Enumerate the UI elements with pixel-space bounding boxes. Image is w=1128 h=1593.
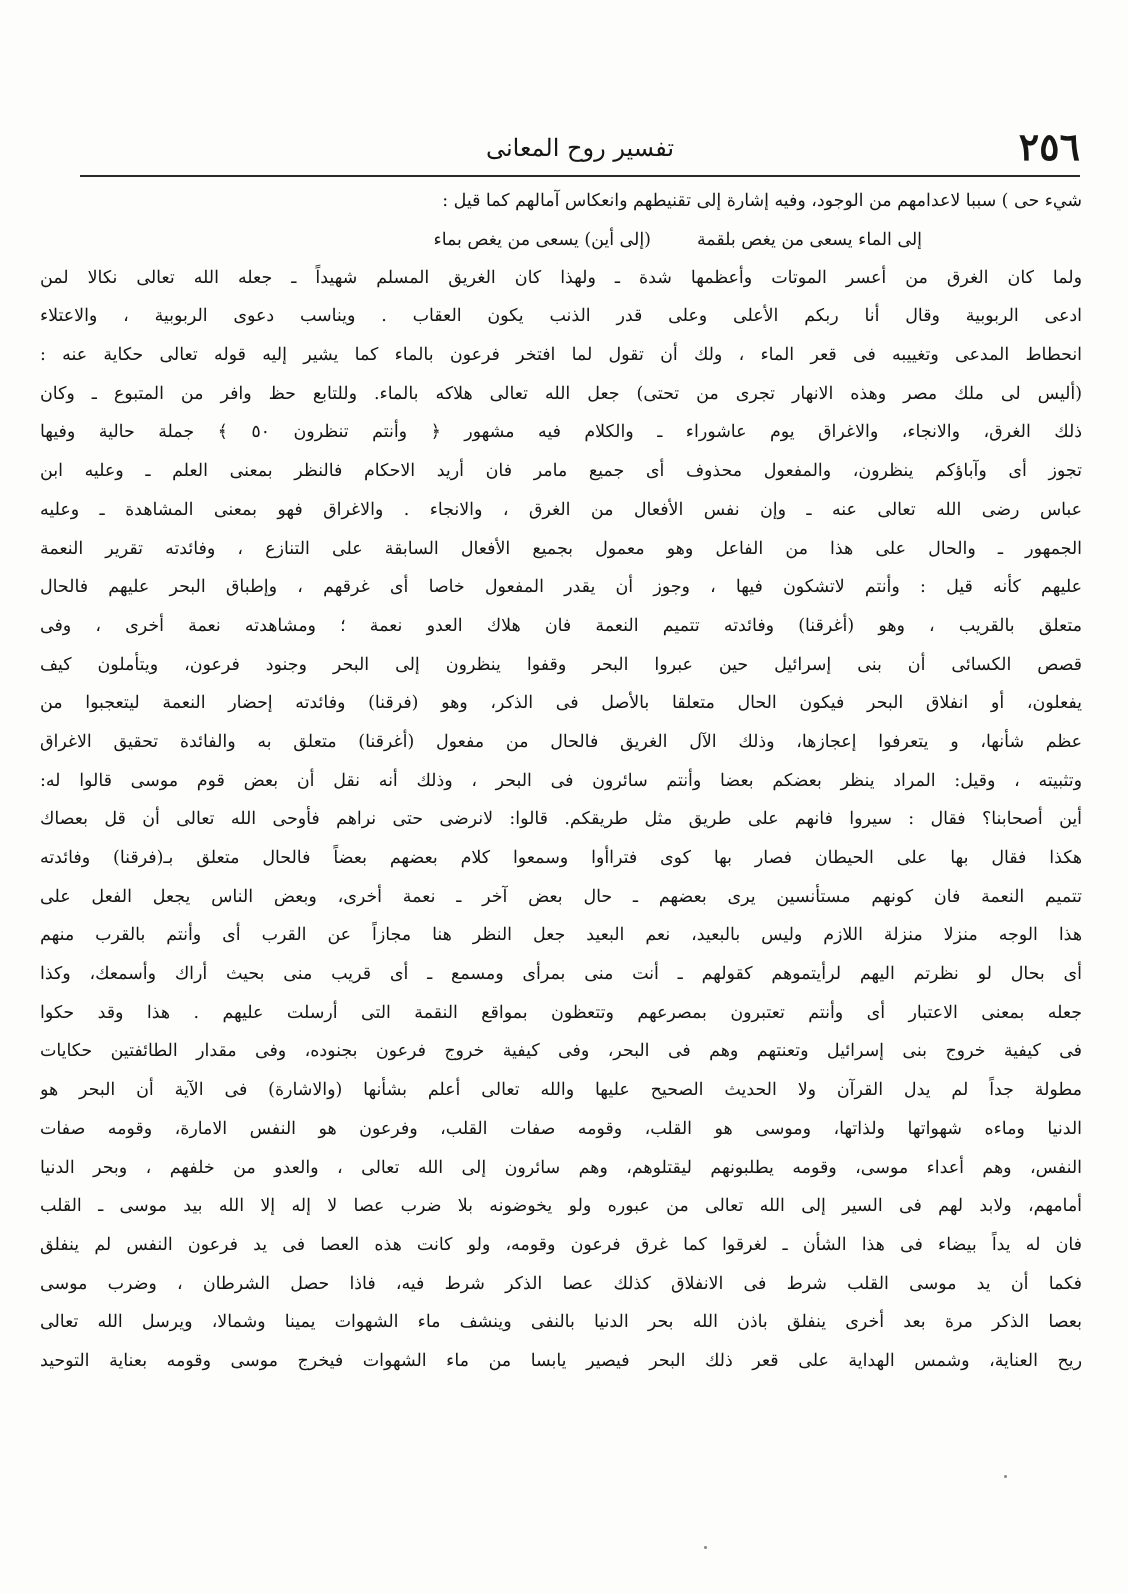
text-line: تجوز أى وآباؤكم ينظرون، والمفعول محذوف أى جميع مامر فان أريد الاحكام فالنظر بمعنى العلم ـ وعليه ابن bbox=[40, 461, 1082, 482]
poetry-verse bbox=[40, 221, 1082, 259]
page-header bbox=[80, 124, 1080, 170]
verse-hemistich-right: إلى الماء يسعى من يغص بلقمة bbox=[696, 229, 922, 250]
text-line: فان له يداً بيضاء فى هذا الشأن ـ لغرقوا كما غرق فرعون وقومه، ولو كانت هذه العصا فى يد فرعون النفس لم ينفلق bbox=[40, 1234, 1082, 1255]
text-line: ريح العناية، وشمس الهداية على قعر ذلك البحر فيصير يابسا من ماء الشهوات فيخرج موسى وقومه بعناية التوحيد bbox=[40, 1350, 1082, 1371]
text-line: فى كيفية خروج بنى إسرائيل وتعنتهم وهم فى البحر، وفى كيفية خروج فرعون بجنوده، وفى مقدار الطائفتين حكايات bbox=[40, 1041, 1082, 1062]
text-line: يفعلون، أو انفلاق البحر فيكون الحال متعلقا بالأصل فى الذكر، وهو (فرقنا) وفائدته إحضار النعمة ليتعجبوا من bbox=[40, 693, 1082, 714]
text-line: قصص الكسائى أن بنى إسرائيل حين عبروا البحر وقفوا ينظرون إلى البحر وجنود فرعون، ويتأملون كيف bbox=[40, 654, 1082, 675]
text-line: ادعى الربوبية وقال أنا ربكم الأعلى وعلى قدر الذنب يكون العقاب . ويناسب دعوى الربوبية ، والاعتلاء bbox=[40, 306, 1082, 327]
scan-speck bbox=[704, 1546, 707, 1549]
text-line: انحطاط المدعى وتغييبه فى قعر الماء ، ولك أن تقول لما افتخر فرعون بالماء كما يشير إليه قوله تعالى حكاية عنه : bbox=[40, 345, 1082, 366]
header-rule bbox=[80, 175, 1080, 177]
text-line: بعصا الذكر مرة بعد أخرى ينفلق باذن الله بحر الدنيا بالنفى وينشف ماء الشهوات يمينا وشمالا، ويرسل الله تعالى bbox=[40, 1312, 1082, 1333]
text-line: عليهم كأنه قيل : وأنتم لاتشكون فيها ، وجوز أن يقدر المفعول خاصا أى غرقهم ، وإطباق البحر عليهم فالحال bbox=[40, 577, 1082, 598]
text-line: وتثبيته ، وقيل: المراد ينظر بعضكم بعضا وأنتم سائرون فى البحر ، وذلك أنه نقل أن بعض قوم موسى قالوا له: bbox=[40, 770, 1082, 791]
text-line: فكما أن يد موسى القلب شرط فى الانفلاق كذلك عصا الذكر شرط فيه، فاذا حصل الشرطان ، وضرب موسى bbox=[40, 1273, 1082, 1294]
text-line: الجمهور ـ والحال على هذا من الفاعل وهو معمول بجميع الأفعال السابقة على التنازع ، وفائدته تقرير النعمة bbox=[40, 538, 1082, 559]
text-line: تتميم النعمة فان كونهم مستأنسين يرى بعضهم ـ حال بعض آخر ـ نعمة أخرى، وبعض الناس يجعل الفعل على bbox=[40, 886, 1082, 907]
text-line: (أليس لى ملك مصر وهذه الانهار تجرى من تحتى) جعل الله تعالى هلاكه بالماء. وللتابع حظ وافر من المتبوع ـ وكان bbox=[40, 383, 1082, 404]
text-line: جعله بمعنى الاعتبار أى وأنتم تعتبرون بمصرعهم وتتعظون بمواقع النقمة التى أرسلت عليهم . هذا وقد حكوا bbox=[40, 1002, 1082, 1023]
text-line: متعلق بالقريب ، وهو (أغرقنا) وفائدته تتميم النعمة فان هلاك العدو نعمة ؛ ومشاهدته نعمة أخرى ، وفى bbox=[40, 615, 1082, 636]
text-line: هكذا فقال بها على الحيطان فصار بها كوى فتراأوا وسمعوا كلام بعضهم بعضاً فالحال متعلق بـ(فرقنا) وفائدته bbox=[40, 848, 1082, 868]
text-line: النفس، وهم أعداء موسى، وقومه يطلبونهم ليقتلوهم، وهم سائرون إلى الله تعالى ، والعدو من خلفهم ، وبحر الدنيا bbox=[40, 1157, 1082, 1178]
text-line: عظم شأنها، و يتعرفوا إعجازها، وذلك الآل الغريق فالحال من مفعول (أغرقنا) متعلق به والفائدة تحقيق الاغراق bbox=[40, 731, 1082, 752]
verse-hemistich-left: (إلى أين) يسعى من يغص بماء bbox=[433, 229, 651, 250]
text-line: هذا الوجه منزلا منزلة اللازم وليس بالبعيد، نعم البعيد جعل النظر هنا مجازاً عن القرب أى وأنتم بالقرب منهم bbox=[40, 925, 1082, 946]
text-line: أى بحال لو نظرتم اليهم لرأيتموهم كقولهم ـ أنت منى بمرأى ومسمع ـ أى قريب منى بحيث أراك وأسمعك، وكذا bbox=[40, 964, 1082, 985]
page-number: ٢٥٦ bbox=[1018, 124, 1080, 169]
scan-speck bbox=[1004, 1475, 1007, 1478]
body-text bbox=[40, 182, 1082, 1381]
text-line: مطولة جداً لم يدل القرآن ولا الحديث الصحيح عليها والله تعالى أعلم بشأنها (والاشارة) فى الآية أن البحر هو bbox=[40, 1080, 1082, 1101]
text-line: الدنيا وماءه شهواتها ولذاتها، وموسى هو القلب، وقومه صفات القلب، وفرعون هو النفس الامارة، وقومه صفات bbox=[40, 1118, 1082, 1139]
text-line: أمامهم، ولابد لهم فى السير إلى الله تعالى من عبوره ولو يخوضونه بلا ضرب عصا لا إله إلا الله بيد موسى ـ القلب bbox=[40, 1196, 1082, 1217]
text-line: عباس رضى الله تعالى عنه ـ وإن نفس الأفعال من الغرق ، والانجاء . والاغراق فهو بمعنى المشاهدة ـ وعليه bbox=[40, 499, 1082, 520]
text-line: ولما كان الغرق من أعسر الموتات وأعظمها شدة ـ ولهذا كان الغريق المسلم شهيداً ـ جعله الله تعالى نكالا لمن bbox=[40, 267, 1082, 288]
running-title: تفسير روح المعانى bbox=[485, 134, 675, 162]
text-line: شيء حى ) سببا لاعدامهم من الوجود، وفيه إشارة إلى تقنيطهم وانعكاس آمالهم كما قيل : bbox=[442, 191, 1082, 211]
text-line: أين أصحابنا؟ فقال : سيروا فانهم على طريق مثل طريقكم. قالوا: لانرضى حتى نراهم فأوحى الله تعالى أن قل بعصاك bbox=[40, 809, 1082, 830]
text-line: ذلك الغرق، والانجاء، والاغراق يوم عاشوراء ـ والكلام فيه مشهور ﴿ وأنتم تنظرون ٥٠ ﴾ جملة حالية وفيها bbox=[40, 422, 1082, 443]
